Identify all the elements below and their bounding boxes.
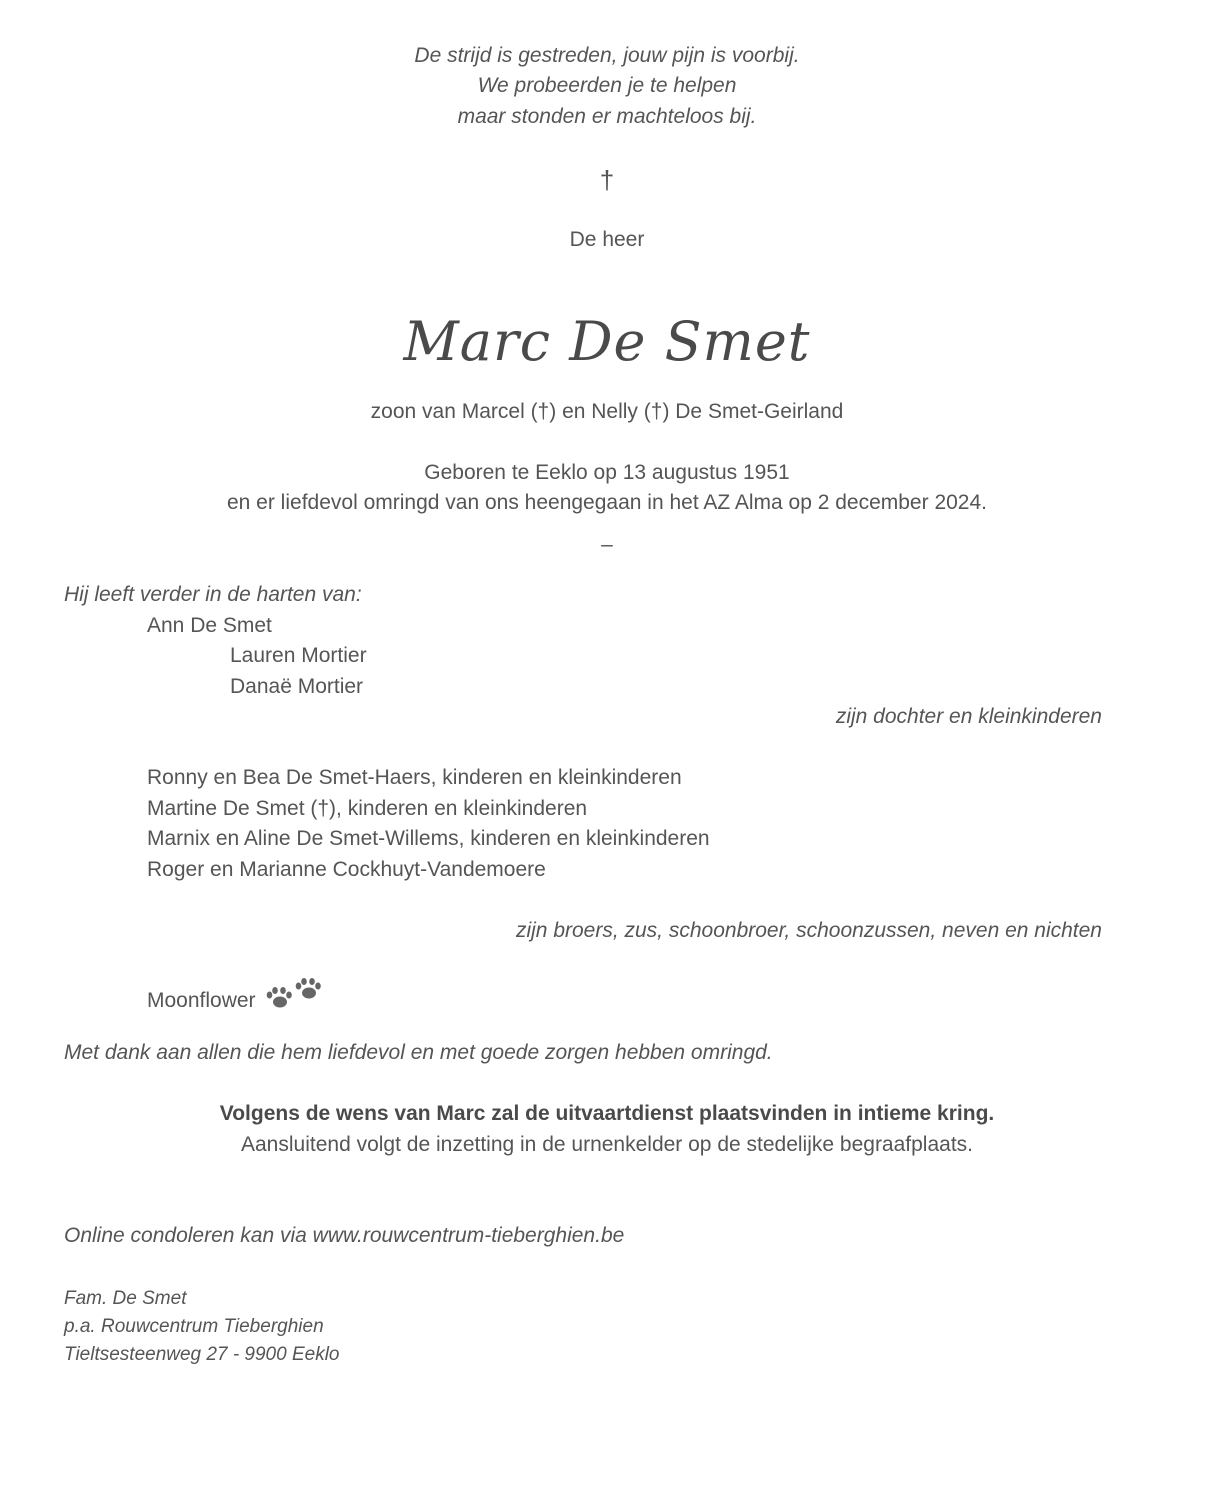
sibling-line: Marnix en Aline De Smet-Willems, kinderen en kleinkinderen bbox=[147, 827, 710, 850]
death-text: en er liefdevol omringd van ons heengegaan in het AZ Alma op 2 december 2024. bbox=[226, 491, 987, 514]
funeral-detail: Aansluitend volgt de inzetting in de urnenkelder op de stedelijke begraafplaats. bbox=[241, 1133, 973, 1156]
pet-name: Moonflower bbox=[147, 989, 256, 1012]
contact-line: p.a. Rouwcentrum Tieberghien bbox=[64, 1316, 324, 1337]
sibling-line: Martine De Smet (†), kinderen en kleinkinderen bbox=[147, 797, 588, 820]
birth-text: Geboren te Eeklo op 13 augustus 1951 bbox=[424, 461, 790, 484]
poem-line: De strijd is gestreden, jouw pijn is voorbij. bbox=[414, 44, 800, 67]
survivors-heading: Hij leeft verder in de harten van: bbox=[64, 583, 362, 606]
cross-symbol: † bbox=[599, 165, 615, 195]
parents: zoon van Marcel (†) en Nelly (†) De Smet-Geirland bbox=[370, 400, 844, 423]
deceased-name: Marc De Smet bbox=[403, 310, 811, 373]
condolences-text: Online condoleren kan via www.rouwcentrum-tieberghien.be bbox=[64, 1224, 625, 1247]
grandchild-name: Lauren Mortier bbox=[230, 644, 367, 667]
salutation: De heer bbox=[569, 228, 645, 251]
contact-line: Fam. De Smet bbox=[64, 1288, 187, 1309]
siblings-relation: zijn broers, zus, schoonbroer, schoonzussen, neven en nichten bbox=[515, 919, 1102, 942]
sibling-line: Roger en Marianne Cockhuyt-Vandemoere bbox=[147, 858, 546, 881]
poem-line: maar stonden er machteloos bij. bbox=[457, 105, 757, 128]
paw-prints-icon bbox=[265, 977, 327, 1011]
thanks-text: Met dank aan allen die hem liefdevol en met goede zorgen hebben omringd. bbox=[64, 1041, 773, 1064]
daughter-name: Ann De Smet bbox=[147, 614, 272, 637]
poem-line: We probeerden je te helpen bbox=[477, 74, 737, 97]
contact-line: Tieltsesteenweg 27 - 9900 Eeklo bbox=[64, 1344, 340, 1365]
funeral-announcement: Volgens de wens van Marc zal de uitvaartdienst plaatsvinden in intieme kring. bbox=[219, 1102, 995, 1125]
grandchild-name: Danaë Mortier bbox=[230, 675, 364, 698]
separator: – bbox=[601, 533, 613, 556]
pet-line bbox=[147, 977, 327, 1016]
sibling-line: Ronny en Bea De Smet-Haers, kinderen en kleinkinderen bbox=[147, 766, 682, 789]
daughter-relation: zijn dochter en kleinkinderen bbox=[835, 705, 1102, 728]
